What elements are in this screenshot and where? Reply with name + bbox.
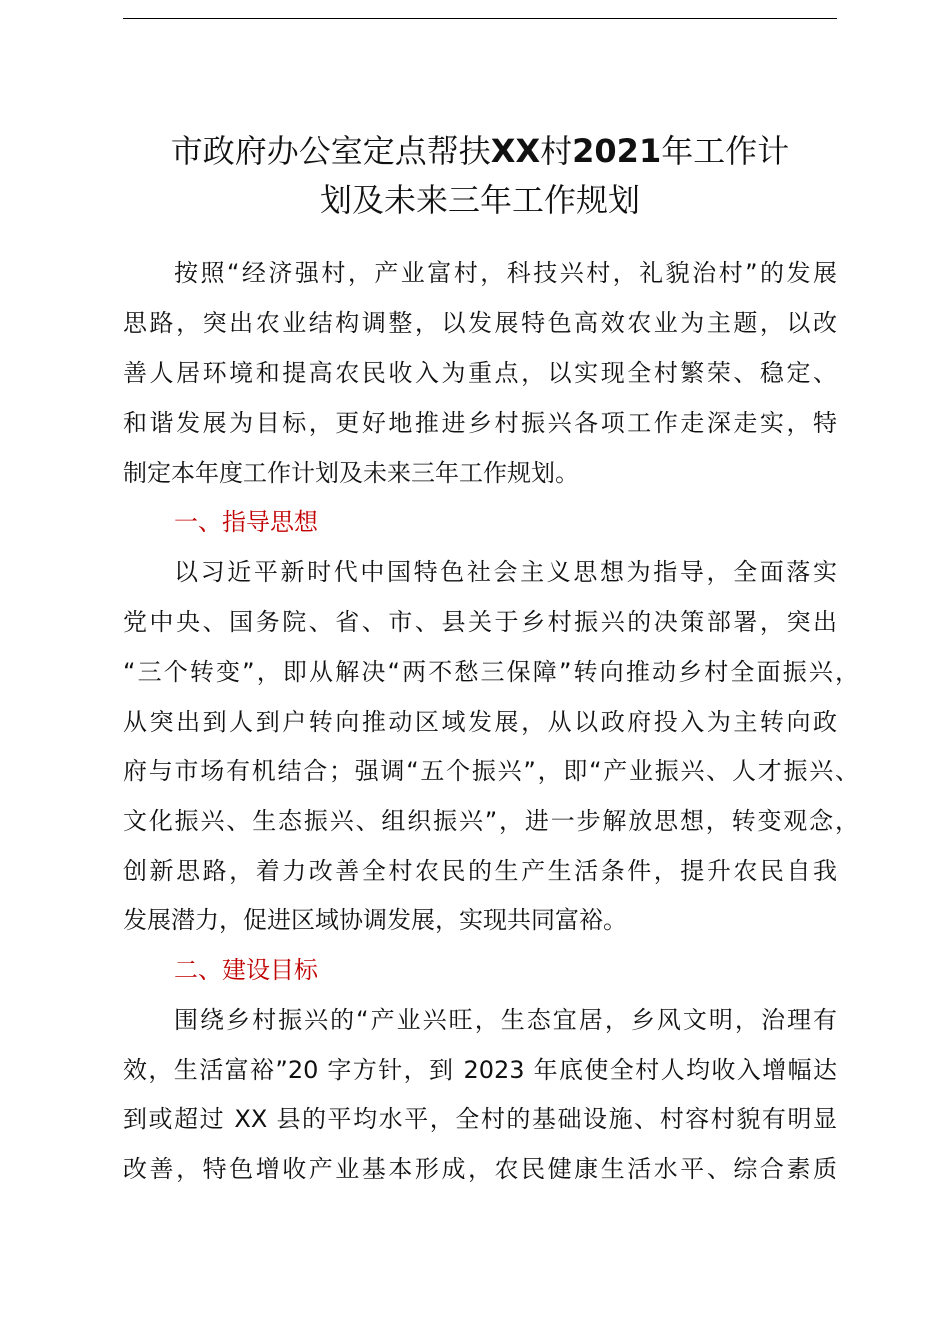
title-text: 年工作计 bbox=[661, 132, 790, 170]
section2-line: 到或超过 XX 县的平均水平，全村的基础设施、村容村貌有明显 bbox=[123, 1105, 837, 1133]
title-year: 2021 bbox=[572, 132, 662, 170]
title-text: 村 bbox=[540, 132, 573, 170]
section2-line: 效，生活富裕”20 字方针，到 2023 年底使全村人均收入增幅达 bbox=[123, 1056, 837, 1084]
intro-line: 按照“经济强村，产业富村，科技兴村，礼貌治村”的发展 bbox=[174, 259, 837, 287]
section1-line: 党中央、国务院、省、市、县关于乡村振兴的决策部署，突出 bbox=[123, 608, 837, 636]
intro-line: 制定本年度工作计划及未来三年工作规划。 bbox=[123, 459, 579, 487]
section-heading-guiding-thought: 一、指导思想 bbox=[174, 508, 318, 536]
title-line-1 bbox=[171, 132, 789, 170]
section1-line: 从突出到人到户转向推动区域发展，从以政府投入为主转向政 bbox=[123, 708, 837, 736]
intro-line: 和谐发展为目标，更好地推进乡村振兴各项工作走深走实，特 bbox=[123, 409, 837, 437]
title-village-code: XX bbox=[490, 132, 541, 170]
title-line-2: 划及未来三年工作规划 bbox=[319, 181, 640, 219]
section2-line: 改善，特色增收产业基本形成，农民健康生活水平、综合素质 bbox=[123, 1155, 837, 1183]
section-heading-construction-goals: 二、建设目标 bbox=[174, 956, 318, 984]
intro-line: 善人居环境和提高农民收入为重点，以实现全村繁荣、稳定、 bbox=[123, 359, 837, 387]
document-title bbox=[110, 127, 850, 225]
section1-line: 文化振兴、生态振兴、组织振兴”，进一步解放思想，转变观念， bbox=[123, 807, 859, 835]
section1-line: 以习近平新时代中国特色社会主义思想为指导，全面落实 bbox=[174, 558, 837, 586]
intro-line: 思路，突出农业结构调整，以发展特色高效农业为主题，以改 bbox=[123, 309, 837, 337]
section1-line: “三个转变”，即从解决“两不愁三保障”转向推动乡村全面振兴， bbox=[123, 658, 859, 686]
title-text: 市政府办公室定点帮扶 bbox=[170, 132, 491, 170]
section2-line: 围绕乡村振兴的“产业兴旺，生态宜居，乡风文明，治理有 bbox=[174, 1006, 837, 1034]
section1-line: 发展潜力，促进区域协调发展，实现共同富裕。 bbox=[123, 906, 627, 934]
section1-line: 府与市场有机结合；强调“五个振兴”，即“产业振兴、人才振兴、 bbox=[123, 757, 859, 785]
section1-line: 创新思路，着力改善全村农民的生产生活条件，提升农民自我 bbox=[123, 857, 837, 885]
top-rule bbox=[123, 18, 837, 19]
